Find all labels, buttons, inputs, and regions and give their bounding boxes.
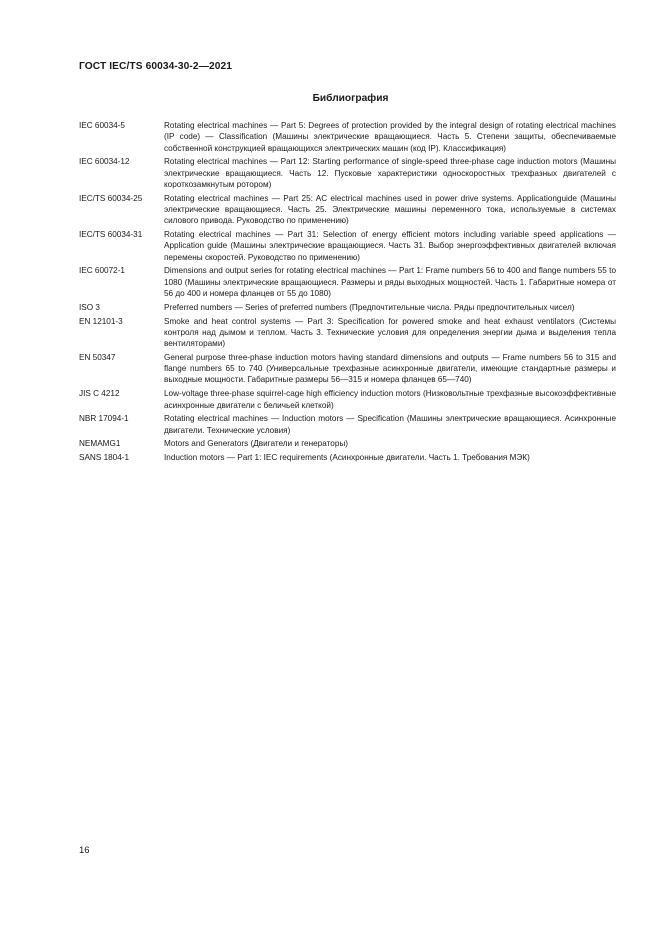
bibliography-entry bbox=[79, 120, 616, 154]
reference-text: Smoke and heat control systems — Part 3: Specification for powered smoke and heat exhaust ventilators (Системы контроля над дымом и теплом. Часть 3. Технические условия для определения энергии дыма и выделения тепла вентиляторами) bbox=[164, 316, 616, 349]
bibliography-entry bbox=[79, 438, 616, 449]
reference-text: Rotating electrical machines — Induction motors — Specification (Машины электрические вращающиеся. Асинхронные двигатели. Технические условия) bbox=[164, 414, 616, 435]
reference-text: Dimensions and output series for rotating electrical machines — Part 1: Frame numbers 56 to 400 and flange numbers 55 to 1080 (Машины электрические вращающиеся. Размеры и ряды выходных мощностей. Часть 1. Габаритные номера от 56 до 400 и номера фланцев от 55 до 1080) bbox=[164, 266, 616, 298]
reference-text: General purpose three-phase induction motors having standard dimensions and outputs — Frame numbers 56 to 315 and flange numbers 65 to 740 (Универсальные трехфазные асинхронные двигатели, имеющие стандартные размеры и выходные мощности. Габаритные размеры 56—315 и номера фланцев 65—740) bbox=[164, 352, 616, 385]
page-number: 16 bbox=[79, 845, 90, 856]
reference-code: EN 12101-3 bbox=[79, 316, 123, 326]
reference-text: Rotating electrical machines — Part 5: Degrees of protection provided by the integral design of rotating electrical machines (IP code) — Classification (Машины электрические вращающиеся. Часть 5. Степени защиты, обеспечиваемые собственной конструкцией вращающихся электрических машин (код IP). Классификация) bbox=[164, 121, 616, 153]
reference-text: Rotating electrical machines — Part 25: AC electrical machines used in power drive systems. Applicationguide (Машины электрические вращающиеся. Часть 25. Электрические машины переменного тока, используемые в системах силового привода. Руководство по применению) bbox=[164, 193, 616, 226]
bibliography-entry bbox=[79, 229, 616, 263]
section-title: Библиография bbox=[312, 93, 389, 104]
reference-code: NEMAMG1 bbox=[79, 439, 121, 449]
bibliography-entry bbox=[79, 156, 616, 190]
bibliography-entry bbox=[79, 352, 616, 386]
reference-code: IEC 60034-12 bbox=[79, 157, 130, 167]
bibliography-entry bbox=[79, 413, 616, 436]
document-header: ГОСТ IEC/TS 60034-30-2—2021 bbox=[79, 61, 233, 72]
reference-code: NBR 17094-1 bbox=[79, 414, 129, 424]
bibliography-entry bbox=[79, 388, 616, 411]
reference-text: Rotating electrical machines — Part 12: Starting performance of single-speed three-phase cage induction motors (Машины электрические вращающиеся. Часть 12. Пусковые характеристики односкоростных трехфазных двигателей с короткозамкнутым ротором) bbox=[164, 157, 616, 189]
reference-code: IEC/TS 60034-31 bbox=[79, 230, 143, 240]
reference-code: ISO 3 bbox=[79, 302, 100, 312]
bibliography-entry bbox=[79, 265, 616, 299]
reference-text: Induction motors — Part 1: IEC requirements (Асинхронные двигатели. Часть 1. Требования МЭК) bbox=[164, 453, 530, 463]
reference-code: IEC 60072-1 bbox=[79, 266, 125, 276]
reference-code: EN 50347 bbox=[79, 352, 116, 362]
bibliography-entry bbox=[79, 452, 616, 463]
reference-text: Motors and Generators (Двигатели и генераторы) bbox=[164, 439, 348, 449]
reference-code: IEC/TS 60034-25 bbox=[79, 193, 143, 203]
reference-code: JIS C 4212 bbox=[79, 389, 120, 399]
bibliography-entry bbox=[79, 193, 616, 227]
reference-code: IEC 60034-5 bbox=[79, 121, 125, 130]
bibliography-entry bbox=[79, 316, 616, 350]
bibliography-list bbox=[79, 120, 616, 466]
bibliography-entry bbox=[79, 302, 616, 313]
reference-code: SANS 1804-1 bbox=[79, 453, 130, 463]
reference-text: Low-voltage three-phase squirrel-cage high efficiency induction motors (Низковольтные трехфазные высокоэффективные асинхронные двигатели с беличьей клеткой) bbox=[164, 389, 616, 410]
reference-text: Preferred numbers — Series of preferred numbers (Предпочтительные числа. Ряды предпочтительных чисел) bbox=[164, 302, 575, 312]
reference-text: Rotating electrical machines — Part 31: Selection of energy efficient motors including variable speed applications — Application guide (Машины электрические вращающиеся. Часть 31. Выбор энергоэффективных двигателей включая перемены скоростей. Руководство по применению) bbox=[164, 230, 616, 262]
